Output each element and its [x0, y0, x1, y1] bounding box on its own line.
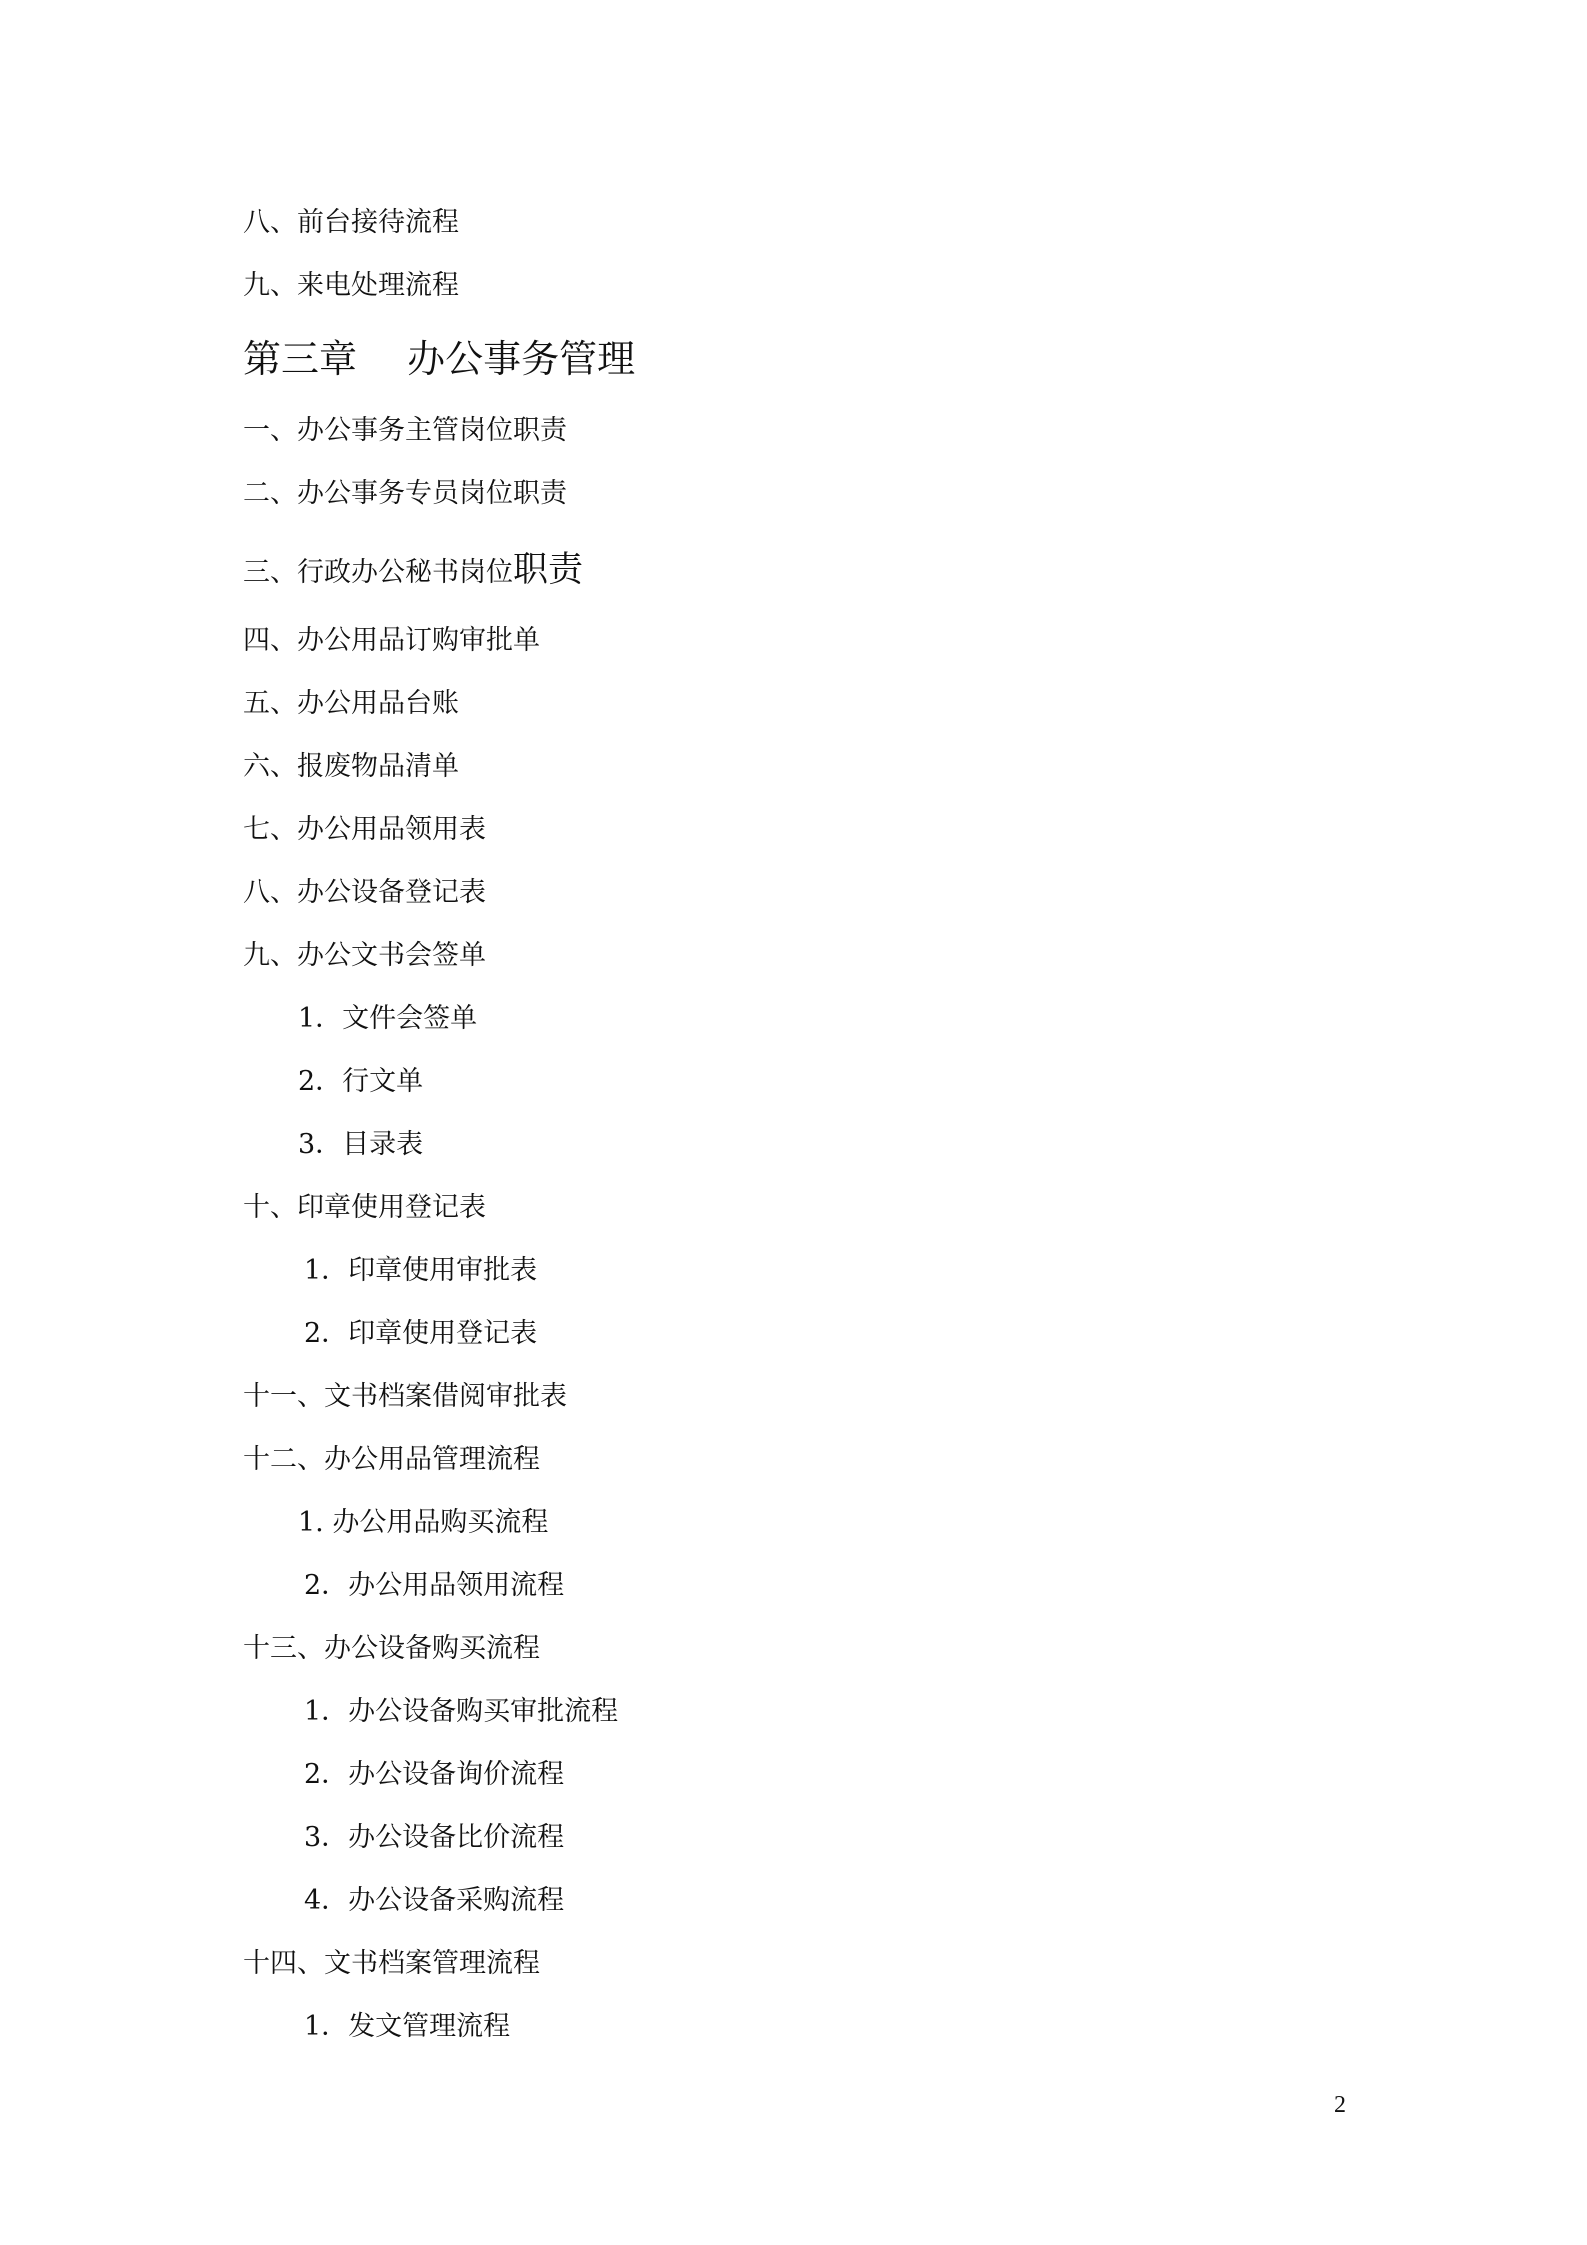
- toc-entry-equipment-purchase-process: 十三、办公设备购买流程: [243, 1633, 540, 1664]
- toc-entry-office-affairs-supervisor: 一、办公事务主管岗位职责: [243, 415, 567, 446]
- toc-entry-admin-secretary: [243, 552, 583, 591]
- toc-entry-supplies-purchase-approval: 四、办公用品订购审批单: [243, 625, 540, 656]
- toc-subentry-file-countersign: 1．文件会签单: [298, 1003, 478, 1034]
- toc-entry-scrapped-items-list: 六、报废物品清单: [243, 751, 459, 782]
- toc-entry-supplies-management-process: 十二、办公用品管理流程: [243, 1444, 540, 1475]
- toc-entry-office-affairs-specialist: 二、办公事务专员岗位职责: [243, 478, 567, 509]
- toc-subentry-catalog: 3．目录表: [298, 1129, 424, 1160]
- toc-entry-equipment-register: 八、办公设备登记表: [243, 877, 486, 908]
- toc-subentry-equipment-purchase-approval: 1．办公设备购买审批流程: [304, 1696, 619, 1727]
- page-number: 2: [1334, 2092, 1346, 2118]
- toc-subentry-seal-usage-log: 2．印章使用登记表: [304, 1318, 538, 1349]
- chapter-heading: 第三章 办公事务管理: [243, 337, 636, 381]
- toc-subentry-dispatch-management: 1．发文管理流程: [304, 2011, 511, 2042]
- toc-entry-document-countersign: 九、办公文书会签单: [243, 940, 486, 971]
- toc-entry-admin-secretary-tail: 职责: [513, 550, 584, 590]
- toc-entry-archive-management-process: 十四、文书档案管理流程: [243, 1948, 540, 1979]
- toc-entry-incoming-call-handling: 九、来电处理流程: [243, 270, 459, 301]
- toc-entry-supplies-ledger: 五、办公用品台账: [243, 688, 459, 719]
- toc-entry-seal-usage-register: 十、印章使用登记表: [243, 1192, 486, 1223]
- toc-subentry-equipment-price-comparison: 3．办公设备比价流程: [304, 1822, 565, 1853]
- toc-entry-archive-borrowing-approval: 十一、文书档案借阅审批表: [243, 1381, 567, 1412]
- toc-entry-admin-secretary-label: 三、行政办公秘书岗位: [243, 557, 513, 588]
- toc-subentry-dispatch-form: 2．行文单: [298, 1066, 424, 1097]
- toc-entry-supplies-requisition: 七、办公用品领用表: [243, 814, 486, 845]
- toc-subentry-supplies-requisition-process: 2．办公用品领用流程: [304, 1570, 565, 1601]
- toc-subentry-equipment-procurement: 4．办公设备采购流程: [304, 1885, 565, 1916]
- toc-subentry-seal-usage-approval: 1．印章使用审批表: [304, 1255, 538, 1286]
- toc-subentry-supplies-purchase-process: 1. 办公用品购买流程: [298, 1507, 549, 1538]
- toc-subentry-equipment-inquiry: 2．办公设备询价流程: [304, 1759, 565, 1790]
- toc-entry-front-desk-reception: 八、前台接待流程: [243, 207, 459, 238]
